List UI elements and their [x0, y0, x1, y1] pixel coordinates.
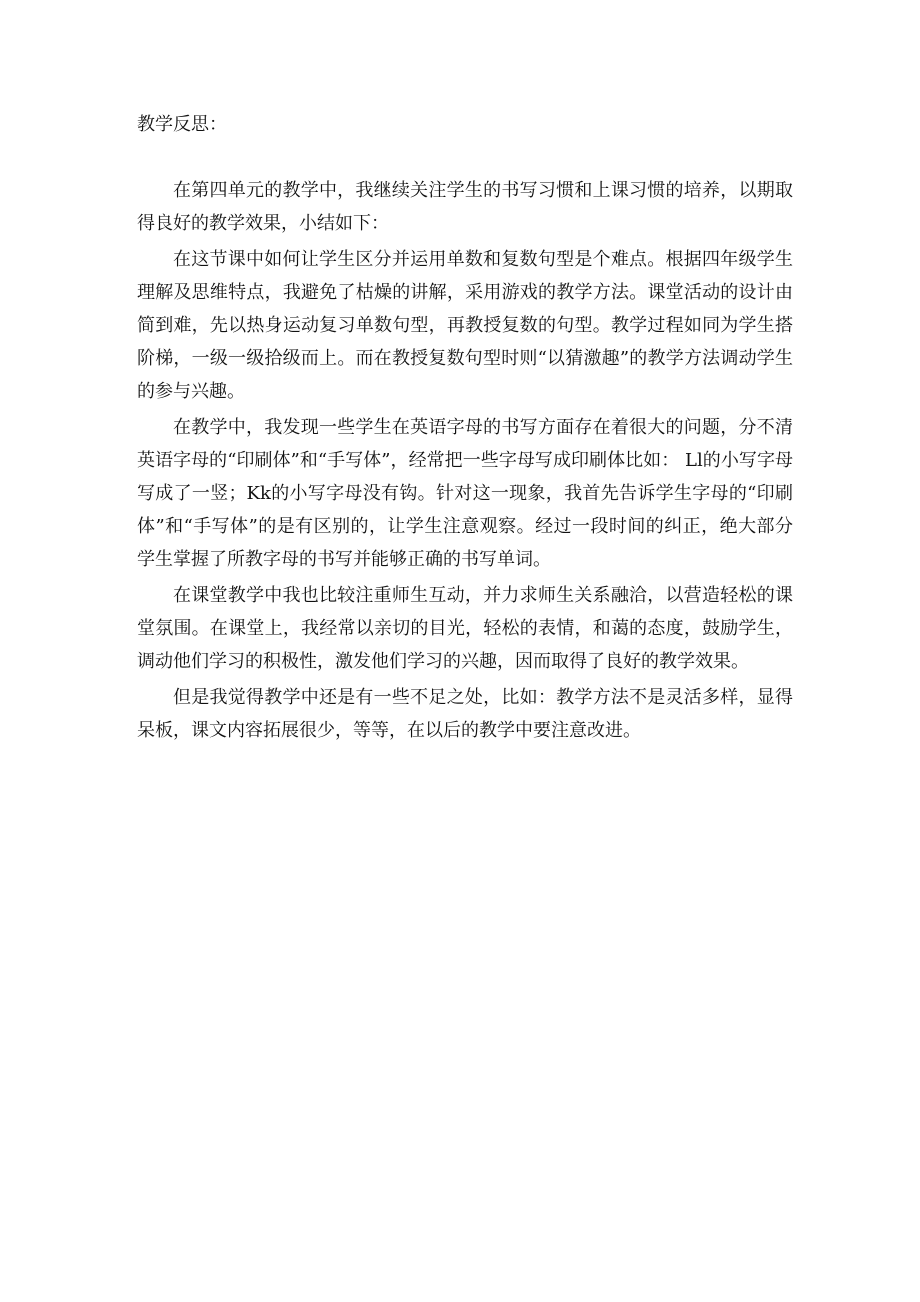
document-body	[137, 108, 793, 750]
paragraph-letter-writing: 在教学中，我发现一些学生在英语字母的书写方面存在着很大的问题，分不清英语字母的“印刷体”和“手写体”，经常把一些字母写成印刷体比如： Ll的小写字母写成了一竖；Kk的小写字母没有钩。针对这一现象，我首先告诉学生字母的“印刷体”和“手写体”的是有区别的，让学生注意观察。经过一段时间的纠正，绝大部分学生掌握了所教字母的书写并能够正确的书写单词。	[137, 417, 793, 570]
paragraph-shortcomings: 但是我觉得教学中还是有一些不足之处，比如：教学方法不是灵活多样，显得呆板，课文内容拓展很少，等等，在以后的教学中要注意改进。	[137, 687, 793, 741]
paragraph-intro: 在第四单元的教学中，我继续关注学生的书写习惯和上课习惯的培养，以期取得良好的教学效果，小结如下：	[137, 180, 793, 234]
paragraph-classroom-interaction: 在课堂教学中我也比较注重师生互动，并力求师生关系融洽，以营造轻松的课堂氛围。在课堂上，我经常以亲切的目光，轻松的表情，和蔼的态度，鼓励学生，调动他们学习的积极性，激发他们学习的兴趣，因而取得了良好的教学效果。	[137, 585, 793, 672]
paragraph-singular-plural: 在这节课中如何让学生区分并运用单数和复数句型是个难点。根据四年级学生理解及思维特点，我避免了枯燥的讲解，采用游戏的教学方法。课堂活动的设计由简到难，先以热身运动复习单数句型，再教授复数的句型。教学过程如同为学生搭阶梯，一级一级拾级而上。而在教授复数句型时则“以猜激趣”的教学方法调动学生的参与兴趣。	[137, 249, 793, 402]
document-heading: 教学反思：	[137, 114, 227, 135]
